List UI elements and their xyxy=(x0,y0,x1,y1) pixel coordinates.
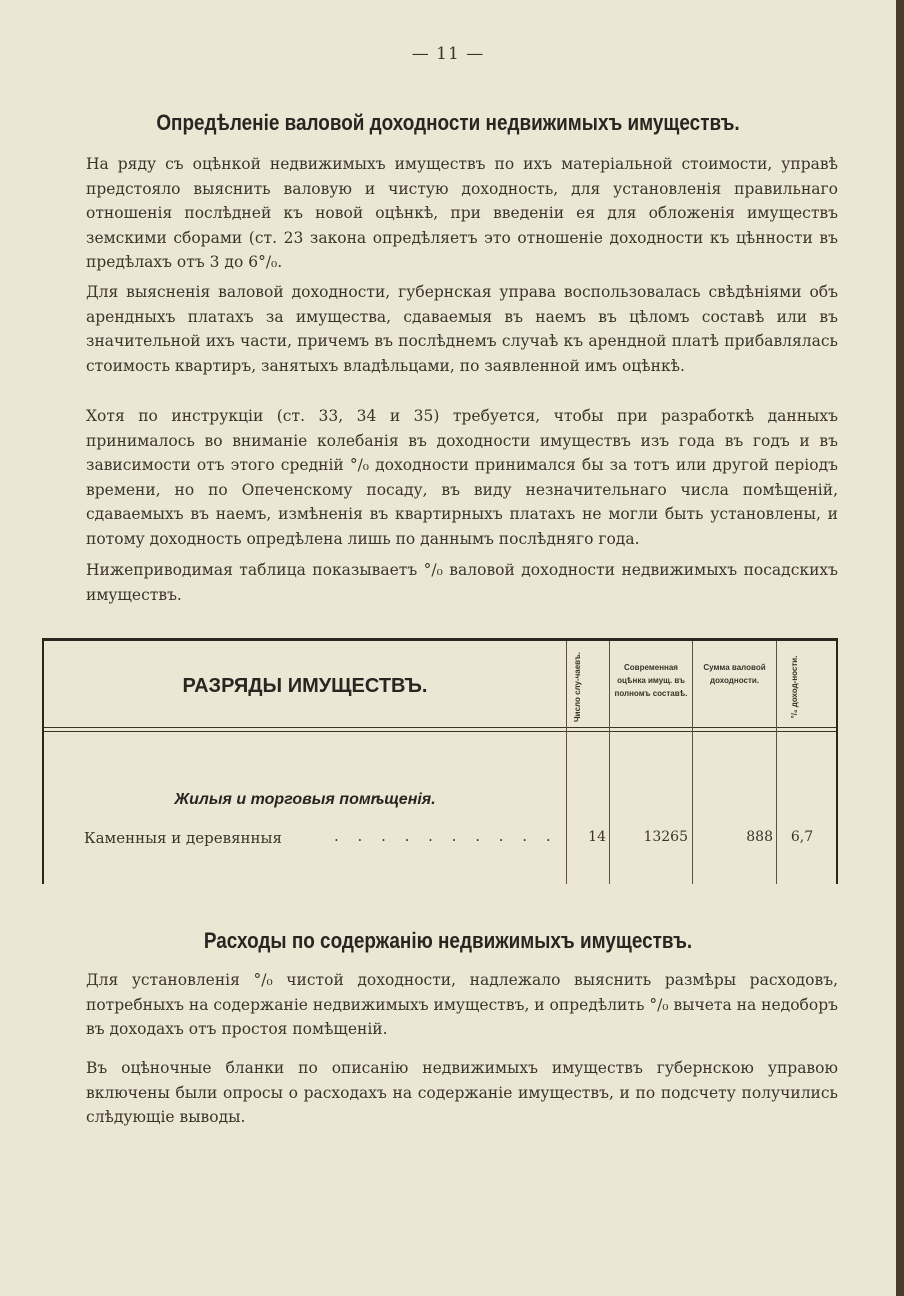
table-row-label: Каменныя и деревянныя xyxy=(84,829,282,847)
leader-dots: . . . . . . . . . . xyxy=(334,827,558,845)
income-table xyxy=(42,638,838,884)
paragraph: На ряду съ оцѣнкой недвижимыхъ имуществъ по ихъ матеріальной стоимости, управѣ предстояло выяснить валовую и чистую доходность, для установленія правильнаго отношенія послѣдней къ новой оцѣнкѣ, при введеніи ея для обложенія имуществъ земскими сборами (ст. 23 закона опредѣляетъ это отношеніе доходности къ цѣнности въ предѣлахъ отъ 3 до 6°/₀. xyxy=(86,155,838,271)
section-heading-gross-income: Опредѣленіе валовой доходности недвижимыхъ имуществъ. xyxy=(156,110,740,135)
column-header-count: Число слу-чаевъ. xyxy=(573,652,582,722)
cell-percent: 6,7 xyxy=(790,829,814,845)
paragraph: Нижеприводимая таблица показываетъ °/₀ валовой доходности недвижимыхъ посадскихъ имуществъ. xyxy=(86,561,838,604)
column-divider xyxy=(776,641,777,884)
cell-gross-sum: 888 xyxy=(746,829,773,845)
paragraph: Въ оцѣночные бланки по описанію недвижимыхъ имуществъ губернскою управою включены были опросы о расходахъ на содержаніе имуществъ, и по подсчету получились слѣдующіе выводы. xyxy=(86,1059,838,1126)
page-number: — 11 — xyxy=(411,44,485,64)
paragraph: Для установленія °/₀ чистой доходности, надлежало выяснить размѣры расходовъ, потребныхъ на содержаніе недвижимыхъ имуществъ, и опредѣлить °/₀ вычета на недоборъ въ доходахъ отъ простоя помѣщеній. xyxy=(86,971,838,1038)
section-heading-expenses: Расходы по содержанію недвижимыхъ имуществъ. xyxy=(203,928,693,953)
column-header-valuation: Современная оцѣнка имущ. въ полномъ составѣ. xyxy=(614,663,688,698)
header-divider xyxy=(44,731,836,732)
column-header-category: РАЗРЯДЫ ИМУЩЕСТВЪ. xyxy=(182,675,428,697)
cell-count: 14 xyxy=(588,829,606,845)
column-header-percent: °/₀ доход-ности. xyxy=(790,655,799,719)
column-header-gross-sum: Сумма валовой доходности. xyxy=(703,663,766,685)
column-divider xyxy=(566,641,567,884)
page-edge xyxy=(896,0,904,1296)
table-section-label: Жилыя и торговыя помѣщенія. xyxy=(174,791,436,808)
cell-valuation: 13265 xyxy=(643,829,688,845)
paragraph: Для выясненія валовой доходности, губернская управа воспользовалась свѣдѣніями объ арендныхъ платахъ за имущества, сдаваемыя въ наемъ въ цѣломъ составѣ или въ значительной ихъ части, причемъ въ послѣднемъ случаѣ къ арендной платѣ прибавлялась стоимость квартиръ, занятыхъ владѣльцами, по заявленной имъ оцѣнкѣ. xyxy=(86,283,838,375)
paragraph: Хотя по инструкціи (ст. 33, 34 и 35) требуется, чтобы при разработкѣ данныхъ принималось во вниманіе колебанія въ доходности имуществъ изъ года въ годъ и въ зависимости отъ этого средній °/₀ доходности принимался бы за тотъ или другой періодъ времени, но по Опеченскому посаду, въ виду незначительнаго числа помѣщеній, сдаваемыхъ въ наемъ, измѣненія въ квартирныхъ платахъ не могли быть установлены, и потому доходность опредѣлена лишь по даннымъ послѣдняго года. xyxy=(86,407,838,548)
header-divider xyxy=(44,727,836,728)
